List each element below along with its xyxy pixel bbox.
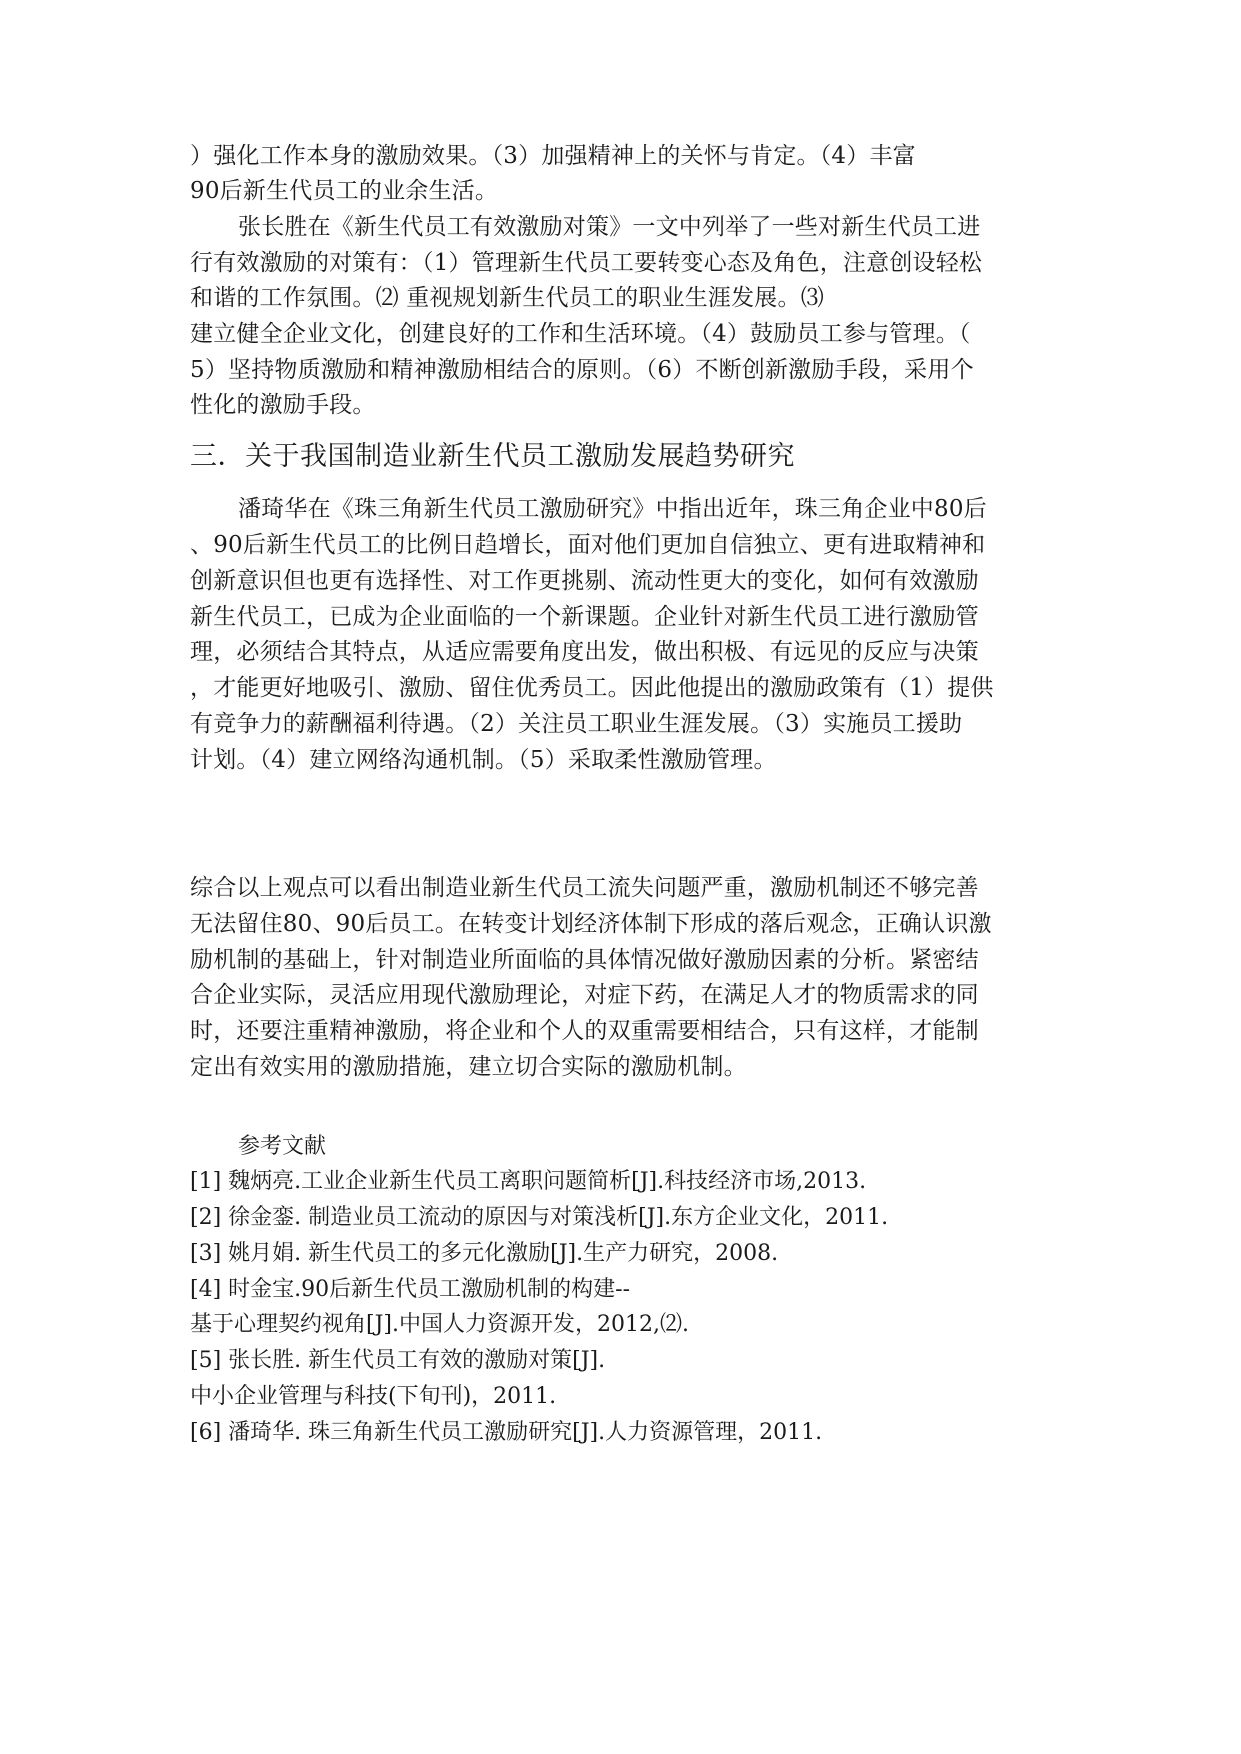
references-title: 参考文献 xyxy=(238,1134,327,1159)
reference-entry: [6] 潘琦华. 珠三角新生代员工激励研究[J].人力资源管理，2011. xyxy=(190,1420,823,1445)
paragraph-line: ，才能更好地吸引、激励、留住优秀员工。因此他提出的激励政策有（1）提供 xyxy=(190,675,994,701)
paragraph-line: 定出有效实用的激励措施，建立切合实际的激励机制。 xyxy=(190,1054,747,1080)
paragraph-line: ）强化工作本身的激励效果。（3）加强精神上的关怀与肯定。（4）丰富 xyxy=(190,143,916,169)
paragraph-line: 张长胜在《新生代员工有效激励对策》一文中列举了一些对新生代员工进 xyxy=(238,214,981,240)
paragraph-line: 计划。（4）建立网络沟通机制。（5）采取柔性激励管理。 xyxy=(190,747,777,773)
paragraph-line: 励机制的基础上，针对制造业所面临的具体情况做好激励因素的分析。紧密结 xyxy=(190,947,979,973)
section-heading: 三．关于我国制造业新生代员工激励发展趋势研究 xyxy=(190,441,795,472)
reference-entry: [4] 时金宝.90后新生代员工激励机制的构建-- xyxy=(190,1277,631,1302)
paragraph-line: 综合以上观点可以看出制造业新生代员工流失问题严重，激励机制还不够完善 xyxy=(190,875,979,901)
paragraph-line: 理，必须结合其特点，从适应需要角度出发，做出积极、有远见的反应与决策 xyxy=(190,639,979,665)
paragraph-line: 5）坚持物质激励和精神激励相结合的原则。（6）不断创新激励手段，采用个 xyxy=(190,357,974,383)
paragraph-line: 、90后新生代员工的比例日趋增长，面对他们更加自信独立、更有进取精神和 xyxy=(190,532,986,558)
paragraph-line: 90后新生代员工的业余生活。 xyxy=(190,178,499,204)
reference-entry: [2] 徐金銮. 制造业员工流动的原因与对策浅析[J].东方企业文化，2011. xyxy=(190,1205,889,1230)
paragraph-line: 新生代员工，已成为企业面临的一个新课题。企业针对新生代员工进行激励管 xyxy=(190,604,979,630)
reference-entry: 基于心理契约视角[J].中国人力资源开发，2012,⑵. xyxy=(190,1312,689,1337)
reference-entry: [1] 魏炳亮.工业企业新生代员工离职问题简析[J].科技经济市场,2013. xyxy=(190,1169,867,1194)
paragraph-line: 潘琦华在《珠三角新生代员工激励研究》中指出近年，珠三角企业中80后 xyxy=(238,496,987,522)
paragraph-line: 性化的激励手段。 xyxy=(190,392,376,418)
reference-entry: [5] 张长胜. 新生代员工有效的激励对策[J]. xyxy=(190,1348,606,1373)
reference-entry: 中小企业管理与科技(下旬刊)，2011. xyxy=(190,1384,557,1409)
reference-entry: [3] 姚月娟. 新生代员工的多元化激励[J].生产力研究，2008. xyxy=(190,1241,779,1266)
paragraph-line: 时，还要注重精神激励，将企业和个人的双重需要相结合，只有这样，才能制 xyxy=(190,1018,979,1044)
paragraph-line: 行有效激励的对策有：（1）管理新生代员工要转变心态及角色，注意创设轻松 xyxy=(190,250,983,276)
paragraph-line: 建立健全企业文化，创建良好的工作和生活环境。（4）鼓励员工参与管理。（ xyxy=(190,321,971,347)
paragraph-line: 创新意识但也更有选择性、对工作更挑剔、流动性更大的变化，如何有效激励 xyxy=(190,568,979,594)
paragraph-line: 和谐的工作氛围。⑵ 重视规划新生代员工的职业生涯发展。⑶ xyxy=(190,285,824,311)
paragraph-line: 无法留住80、90后员工。在转变计划经济体制下形成的落后观念，正确认识激 xyxy=(190,911,992,937)
paragraph-line: 合企业实际，灵活应用现代激励理论，对症下药，在满足人才的物质需求的同 xyxy=(190,982,979,1008)
paragraph-line: 有竞争力的薪酬福利待遇。（2）关注员工职业生涯发展。（3）实施员工援助 xyxy=(190,711,963,737)
